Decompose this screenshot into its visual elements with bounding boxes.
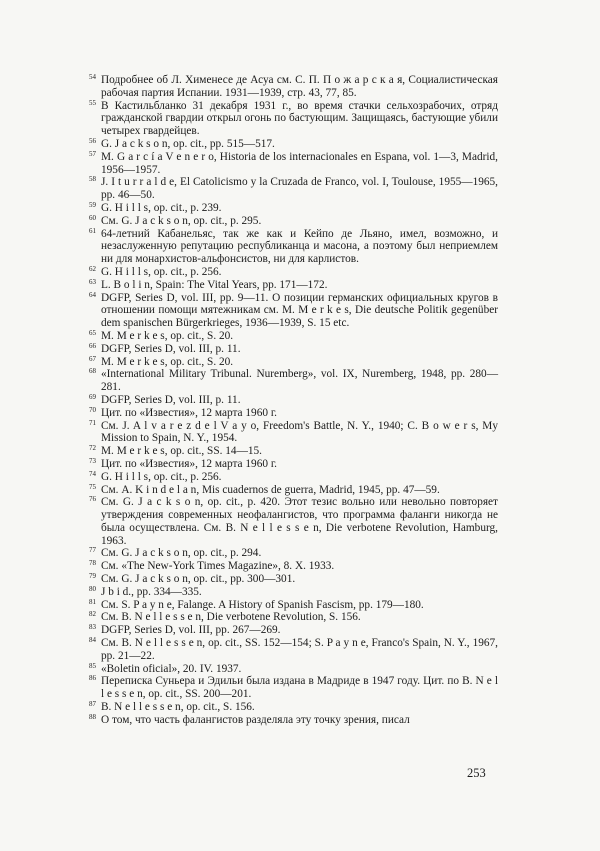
footnote-text: DGFP, Series D, vol. III, p. 11. — [101, 342, 241, 355]
footnote-number: 82 — [89, 610, 96, 619]
footnote-number: 64 — [89, 290, 96, 299]
footnote-text: См. «The New-York Times Magazine», 8. X. 1933. — [101, 560, 335, 573]
footnote — [89, 714, 498, 727]
footnote-number: 62 — [89, 264, 96, 273]
footnote-number: 75 — [89, 482, 96, 491]
footnote — [89, 496, 498, 547]
footnote-number: 71 — [89, 418, 96, 427]
footnote — [89, 458, 498, 471]
footnote-number: 78 — [89, 559, 96, 568]
footnote-number: 83 — [89, 623, 96, 632]
footnote-text: G. H i l l s, op. cit., p. 239. — [101, 201, 222, 214]
footnote-number: 77 — [89, 546, 96, 555]
footnote — [89, 624, 498, 637]
footnote-text: B. N e l l e s s e n, op. cit., S. 156. — [101, 701, 255, 714]
footnote — [89, 394, 498, 407]
footnote-number: 66 — [89, 341, 96, 350]
footnote — [89, 343, 498, 356]
footnote-text: См. B. N e l l e s s e n, op. cit., SS. 152—154; S. P a y n e, Franco's Spain, N. Y., 1967, pp. 21—22. — [101, 637, 498, 662]
footnote-text: L. B o l i n, Spain: The Vital Years, pp. 171—172. — [101, 278, 328, 291]
footnote — [89, 74, 498, 100]
footnote-text: Переписка Суньера и Эдильи была издана в Мадриде в 1947 году. Цит. по B. N e l l e s s e n, op. cit., SS. 200—201. — [101, 675, 498, 701]
footnote-text: О том, что часть фалангистов разделяла эту точку зрения, писал — [101, 713, 410, 726]
footnote-number: 61 — [89, 226, 96, 235]
footnote-text: См. A. K i n d e l a n, Mis cuadernos de guerra, Madrid, 1945, pp. 47—59. — [101, 483, 440, 496]
footnote — [89, 266, 498, 279]
footnote — [89, 215, 498, 228]
footnote-text: M. M e r k e s, op. cit., S. 20. — [101, 329, 234, 342]
footnote-number: 67 — [89, 354, 96, 363]
footnote — [89, 228, 498, 266]
footnote-text: «Boletin oficial», 20. IV. 1937. — [101, 662, 242, 675]
footnote-text: Подробнее об Л. Хименесе де Асуа см. С. П. П о ж а р с к а я, Социалистическая рабочая партия Испании. 1931—1939, стр. 43, 77, 85. — [101, 74, 498, 99]
footnote-text: В Кастильбланко 31 декабря 1931 г., во время стачки сельхозрабочих, отряд гражданской гвардии открыл огонь по бастующим. Защищаясь, бастующие убили четырех гвардейцев. — [101, 99, 498, 138]
footnote — [89, 611, 498, 624]
footnote-text: DGFP, Series D, vol. III, pp. 9—11. О позиции германских официальных кругов в отношении помощи мятежникам см. M. M e r k e s, Die deutsche Politik gegenüber dem spanischen Bürgerkrieges, 1936—1939, S. 15 etc. — [101, 291, 498, 330]
footnote — [89, 138, 498, 151]
footnote-number: 74 — [89, 469, 96, 478]
footnote-text: Цит. по «Известия», 12 марта 1960 г. — [101, 406, 278, 419]
footnote-number: 85 — [89, 661, 96, 670]
footnote-text: См. J. A l v a r e z d e l V a y o, Freedom's Battle, N. Y., 1940; C. B o w e r s, My Mission to Spain, N. Y., 1954. — [101, 419, 498, 445]
footnote-text: G. H i l l s, op. cit., p. 256. — [101, 265, 222, 278]
footnote — [89, 279, 498, 292]
footnote-number: 70 — [89, 405, 96, 414]
footnote-text: M. M e r k e s, op. cit., S. 20. — [101, 355, 234, 368]
footnote-number: 56 — [89, 136, 96, 145]
footnote-number: 59 — [89, 200, 96, 209]
footnote — [89, 701, 498, 714]
footnote-number: 81 — [89, 597, 96, 606]
footnote — [89, 599, 498, 612]
footnote-text: См. G. J a c k s o n, op. cit., p. 294. — [101, 547, 262, 560]
footnote — [89, 202, 498, 215]
footnote-number: 57 — [89, 149, 96, 158]
footnote — [89, 292, 498, 330]
footnote-number: 76 — [89, 495, 96, 504]
footnote — [89, 573, 498, 586]
footnote — [89, 176, 498, 202]
footnote — [89, 675, 498, 701]
footnote — [89, 407, 498, 420]
footnote — [89, 637, 498, 663]
footnote — [89, 560, 498, 573]
footnote-text: Цит. по «Известия», 12 марта 1960 г. — [101, 457, 278, 470]
footnote-text: См. B. N e l l e s s e n, Die verbotene Revolution, S. 156. — [101, 611, 361, 624]
footnote — [89, 445, 498, 458]
footnote-text: G. H i l l s, op. cit., p. 256. — [101, 470, 222, 483]
footnote-number: 54 — [89, 73, 96, 81]
footnote-text: «International Military Tribunal. Nuremberg», vol. IX, Nuremberg, 1948, pp. 280—281. — [101, 368, 498, 394]
footnote-number: 68 — [89, 367, 96, 376]
footnote-number: 86 — [89, 674, 96, 683]
footnote-number: 72 — [89, 444, 96, 453]
footnote — [89, 151, 498, 177]
footnote-number: 87 — [89, 700, 96, 709]
footnote-text: См. G. J a c k s o n, op. cit., p. 295. — [101, 214, 262, 227]
footnote — [89, 356, 498, 369]
footnote-number: 58 — [89, 175, 96, 184]
footnote — [89, 484, 498, 497]
footnote-number: 60 — [89, 213, 96, 222]
page-number: 253 — [467, 766, 486, 780]
footnote-text: J b i d., pp. 334—335. — [101, 585, 202, 598]
footnote-number: 63 — [89, 277, 96, 286]
footnote-text: M. M e r k e s, op. cit., SS. 14—15. — [101, 445, 262, 458]
footnote-number: 80 — [89, 584, 96, 593]
footnote — [89, 420, 498, 446]
footnote-text: G. J a c k s o n, op. cit., pp. 515—517. — [101, 137, 275, 150]
footnote-text: См. S. P a y n e, Falange. A History of Spanish Fascism, pp. 179—180. — [101, 598, 424, 611]
footnote — [89, 547, 498, 560]
footnote — [89, 663, 498, 676]
footnote-text: См. G. J a c k s o n, op. cit., p. 420. Этот тезис вольно или невольно повторяет утверждения современных неофалангистов, что программа фаланги никогда не была осуществлена. См. B. N e l l e s s e n, Die verbotene Revolution, Hamburg, 1963. — [101, 496, 498, 547]
footnote-text: J. I t u r r a l d e, El Catolicismo y la Cruzada de Franco, vol. I, Toulouse, 1955—1965, pp. 46—50. — [101, 176, 498, 202]
footnote-text: M. G a r c í a V e n e r o, Historia de los internacionales en Espana, vol. 1—3, Madrid, 1956—1957. — [101, 150, 498, 176]
footnote-number: 73 — [89, 456, 96, 465]
footnote-number: 65 — [89, 328, 96, 337]
footnote-text: DGFP, Series D, vol. III, pp. 267—269. — [101, 624, 281, 637]
footnote-text: 64-летний Кабанельяс, так же как и Кейпо де Льяно, имел, возможно, и незаслуженную репутацию республиканца и масона, а поэтому был неприемлем ни для монархистов-альфонсистов, ни для карлистов. — [101, 227, 498, 266]
footnotes-list — [89, 74, 498, 727]
footnote — [89, 586, 498, 599]
footnote-text: DGFP, Series D, vol. III, p. 11. — [101, 393, 241, 406]
footnote-number: 69 — [89, 392, 96, 401]
footnote-number: 84 — [89, 636, 96, 645]
footnote — [89, 330, 498, 343]
footnote-text: См. G. J a c k s o n, op. cit., pp. 300—301. — [101, 573, 296, 586]
footnote — [89, 368, 498, 394]
footnote-number: 79 — [89, 572, 96, 581]
footnote — [89, 471, 498, 484]
footnote-number: 88 — [89, 712, 96, 721]
footnote — [89, 100, 498, 138]
footnote-number: 55 — [89, 98, 96, 107]
